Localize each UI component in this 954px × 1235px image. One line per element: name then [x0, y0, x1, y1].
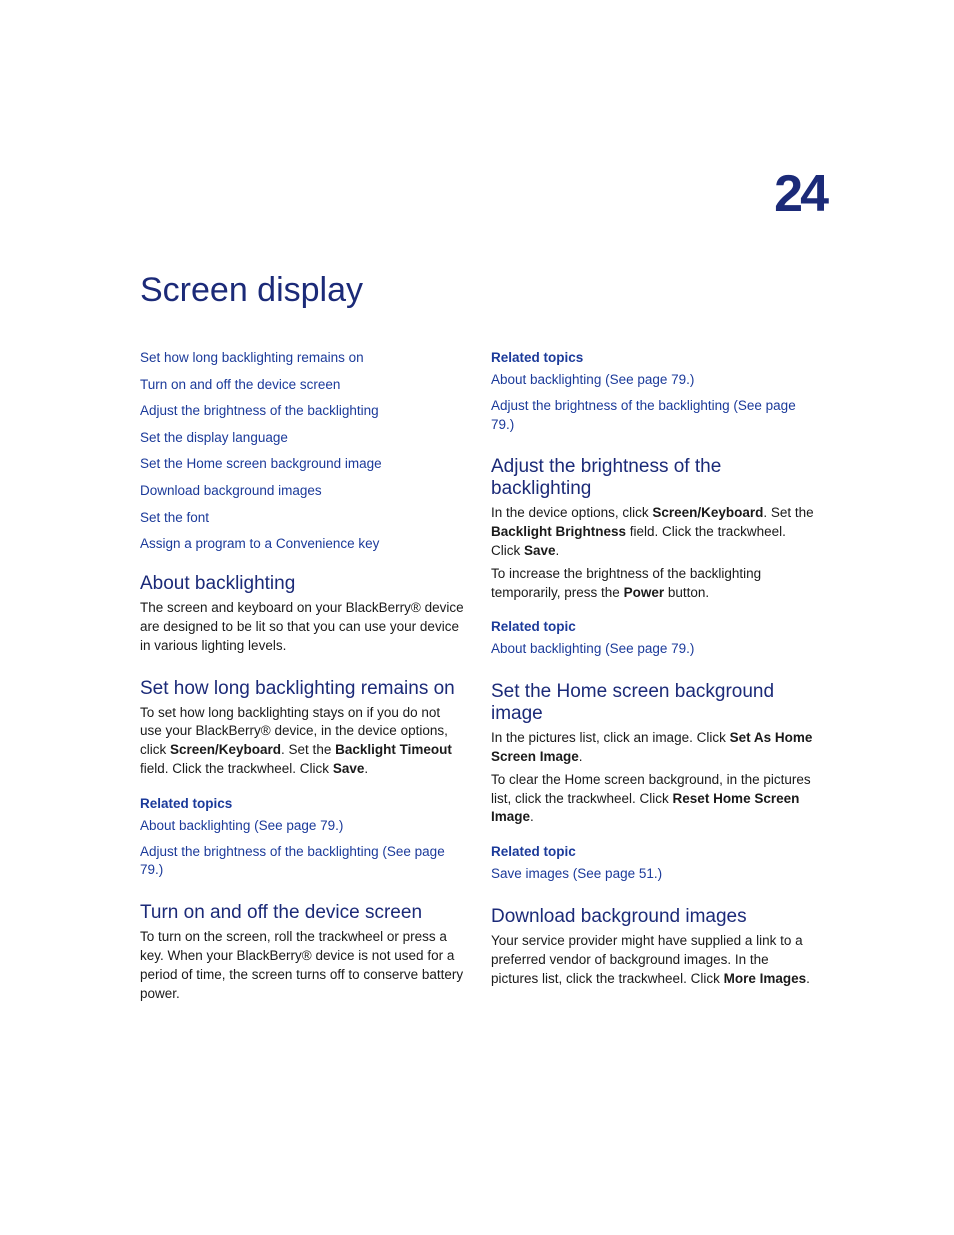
section-body: In the device options, click Screen/Keyboard. Set the Backlight Brightness field. Click the trackwheel. Click Save.	[491, 505, 814, 558]
toc-link-convenience-key[interactable]: Assign a program to a Convenience key	[140, 536, 380, 552]
section-heading: Adjust the brightness of the backlighting	[491, 456, 722, 500]
related-topics-heading: Related topics	[491, 350, 584, 365]
section-backlight-duration	[140, 678, 465, 881]
section-heading: Set the Home screen background image	[491, 681, 775, 725]
toc-link-home-background[interactable]: Set the Home screen background image	[140, 456, 382, 472]
page-title: Screen display	[140, 271, 364, 309]
section-heading: About backlighting	[140, 573, 296, 595]
toc-link-brightness[interactable]: Adjust the brightness of the backlighting	[140, 403, 379, 419]
toc-link-display-language[interactable]: Set the display language	[140, 429, 288, 445]
toc-link-download-images[interactable]: Download background images	[140, 482, 322, 498]
toc-link-font[interactable]: Set the font	[140, 509, 210, 525]
related-topics-block	[491, 349, 816, 434]
table-of-contents	[140, 349, 465, 553]
related-link-about-backlighting[interactable]: About backlighting (See page 79.)	[491, 372, 695, 387]
section-body: The screen and keyboard on your BlackBerry® device are designed to be lit so that you can use your device in various lighting levels.	[140, 600, 464, 653]
section-body: To set how long backlighting stays on if you do not use your BlackBerry® device, in the device options, click Screen/Keyboard. Set the Backlight Timeout field. Click the trackwheel. Click Save.	[140, 704, 452, 776]
related-link-about-backlighting[interactable]: About backlighting (See page 79.)	[491, 641, 695, 657]
toc-link-backlight-duration[interactable]: Set how long backlighting remains on	[140, 350, 364, 365]
related-link-brightness[interactable]: Adjust the brightness of the backlighting (See page 79.)	[140, 843, 445, 878]
section-heading: Set how long backlighting remains on	[140, 677, 455, 699]
section-device-screen	[140, 902, 465, 1003]
section-heading: Turn on and off the device screen	[140, 902, 423, 924]
section-brightness	[491, 456, 816, 659]
section-body: Your service provider might have supplied a link to a preferred vendor of background images. In the pictures list, click the trackwheel. Click More Images.	[491, 932, 810, 986]
section-heading: Download background images	[491, 905, 747, 927]
related-link-save-images[interactable]: Save images (See page 51.)	[491, 866, 663, 882]
related-link-about-backlighting[interactable]: About backlighting (See page 79.)	[140, 817, 344, 833]
section-about-backlighting	[140, 573, 465, 655]
chapter-number: 24	[774, 165, 826, 223]
related-link-brightness[interactable]: Adjust the brightness of the backlighting (See page 79.)	[491, 397, 796, 432]
toc-link-device-screen[interactable]: Turn on and off the device screen	[140, 376, 341, 392]
left-column	[140, 349, 465, 1025]
related-topics-heading: Related topics	[140, 795, 233, 811]
section-body: In the pictures list, click an image. Click Set As Home Screen Image.	[491, 730, 813, 764]
section-download-images	[491, 906, 816, 988]
right-column	[491, 349, 816, 1010]
related-topic-heading: Related topic	[491, 619, 576, 635]
section-home-background	[491, 681, 816, 884]
section-body: To turn on the screen, roll the trackwheel or press a key. When your BlackBerry® device is not used for a period of time, the screen turns off to conserve battery power.	[140, 929, 464, 1001]
section-body: To increase the brightness of the backlighting temporarily, press the Power button.	[491, 565, 762, 600]
related-topic-heading: Related topic	[491, 844, 576, 860]
section-body: To clear the Home screen background, in the pictures list, click the trackwheel. Click Reset Home Screen Image.	[491, 771, 811, 825]
